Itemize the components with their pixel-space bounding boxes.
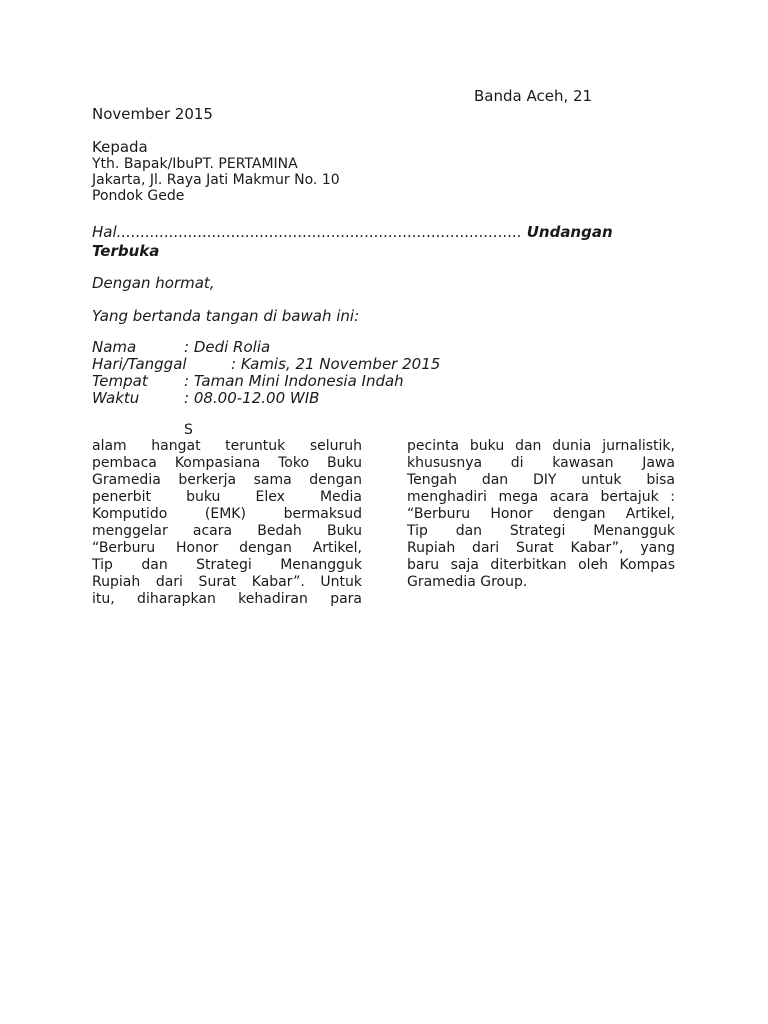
- detail-value: : Kamis, 21 November 2015: [231, 355, 441, 373]
- body-line: Tip dan Strategi Menangguk: [407, 523, 675, 539]
- address-line2: Pondok Gede: [92, 188, 185, 204]
- body-line: Gramedia berkerja sama dengan: [92, 472, 362, 488]
- subject-title-1: Undangan: [526, 223, 613, 241]
- detail-label: Waktu: [92, 389, 140, 407]
- address-line1: Jakarta, Jl. Raya Jati Makmur No. 10: [92, 172, 340, 188]
- body-line: pembaca Kompasiana Toko Buku: [92, 455, 362, 471]
- salutation: Dengan hormat,: [92, 274, 215, 292]
- detail-value: : 08.00-12.00 WIB: [184, 389, 320, 407]
- body-line: itu, diharapkan kehadiran para: [92, 591, 362, 607]
- place-date-line2: November 2015: [92, 105, 213, 123]
- body-line: alam hangat teruntuk seluruh: [92, 438, 362, 454]
- body-line: baru saja diterbitkan oleh Kompas: [407, 557, 675, 573]
- body-line: pecinta buku dan dunia jurnalistik,: [407, 438, 675, 454]
- detail-value: : Dedi Rolia: [184, 338, 271, 356]
- body-line: Rupiah dari Surat Kabar”, yang: [407, 540, 675, 556]
- detail-value: : Taman Mini Indonesia Indah: [184, 372, 404, 390]
- to-label: Kepada: [92, 138, 148, 156]
- subject-prefix: Hal.....................................................................................: [92, 223, 522, 241]
- body-line: Tengah dan DIY untuk bisa: [407, 472, 675, 488]
- detail-label: Nama: [92, 338, 137, 356]
- right-column: [407, 438, 675, 591]
- body-line: menggelar acara Bedah Buku: [92, 523, 362, 539]
- subject-line: [92, 224, 613, 241]
- body-line: “Berburu Honor dengan Artikel,: [407, 506, 675, 522]
- body-line: penerbit buku Elex Media: [92, 489, 362, 505]
- place-date-line1: Banda Aceh, 21: [474, 87, 593, 105]
- subject-title-2: Terbuka: [92, 242, 160, 260]
- detail-label: Tempat: [92, 372, 148, 390]
- body-line: “Berburu Honor dengan Artikel,: [92, 540, 362, 556]
- intro-text: Yang bertanda tangan di bawah ini:: [92, 307, 360, 325]
- body-line: khususnya di kawasan Jawa: [407, 455, 675, 471]
- body-line: Rupiah dari Surat Kabar”. Untuk: [92, 574, 362, 590]
- recipient: Yth. Bapak/IbuPT. PERTAMINA: [92, 156, 298, 172]
- body-line: Komputido (EMK) bermaksud: [92, 506, 362, 522]
- left-column: [92, 438, 362, 608]
- body-line: Tip dan Strategi Menangguk: [92, 557, 362, 573]
- drop-cap: S: [184, 422, 193, 438]
- body-line: Gramedia Group.: [407, 574, 528, 590]
- detail-label: Hari/Tanggal: [92, 355, 187, 373]
- body-line: menghadiri mega acara bertajuk :: [407, 489, 675, 505]
